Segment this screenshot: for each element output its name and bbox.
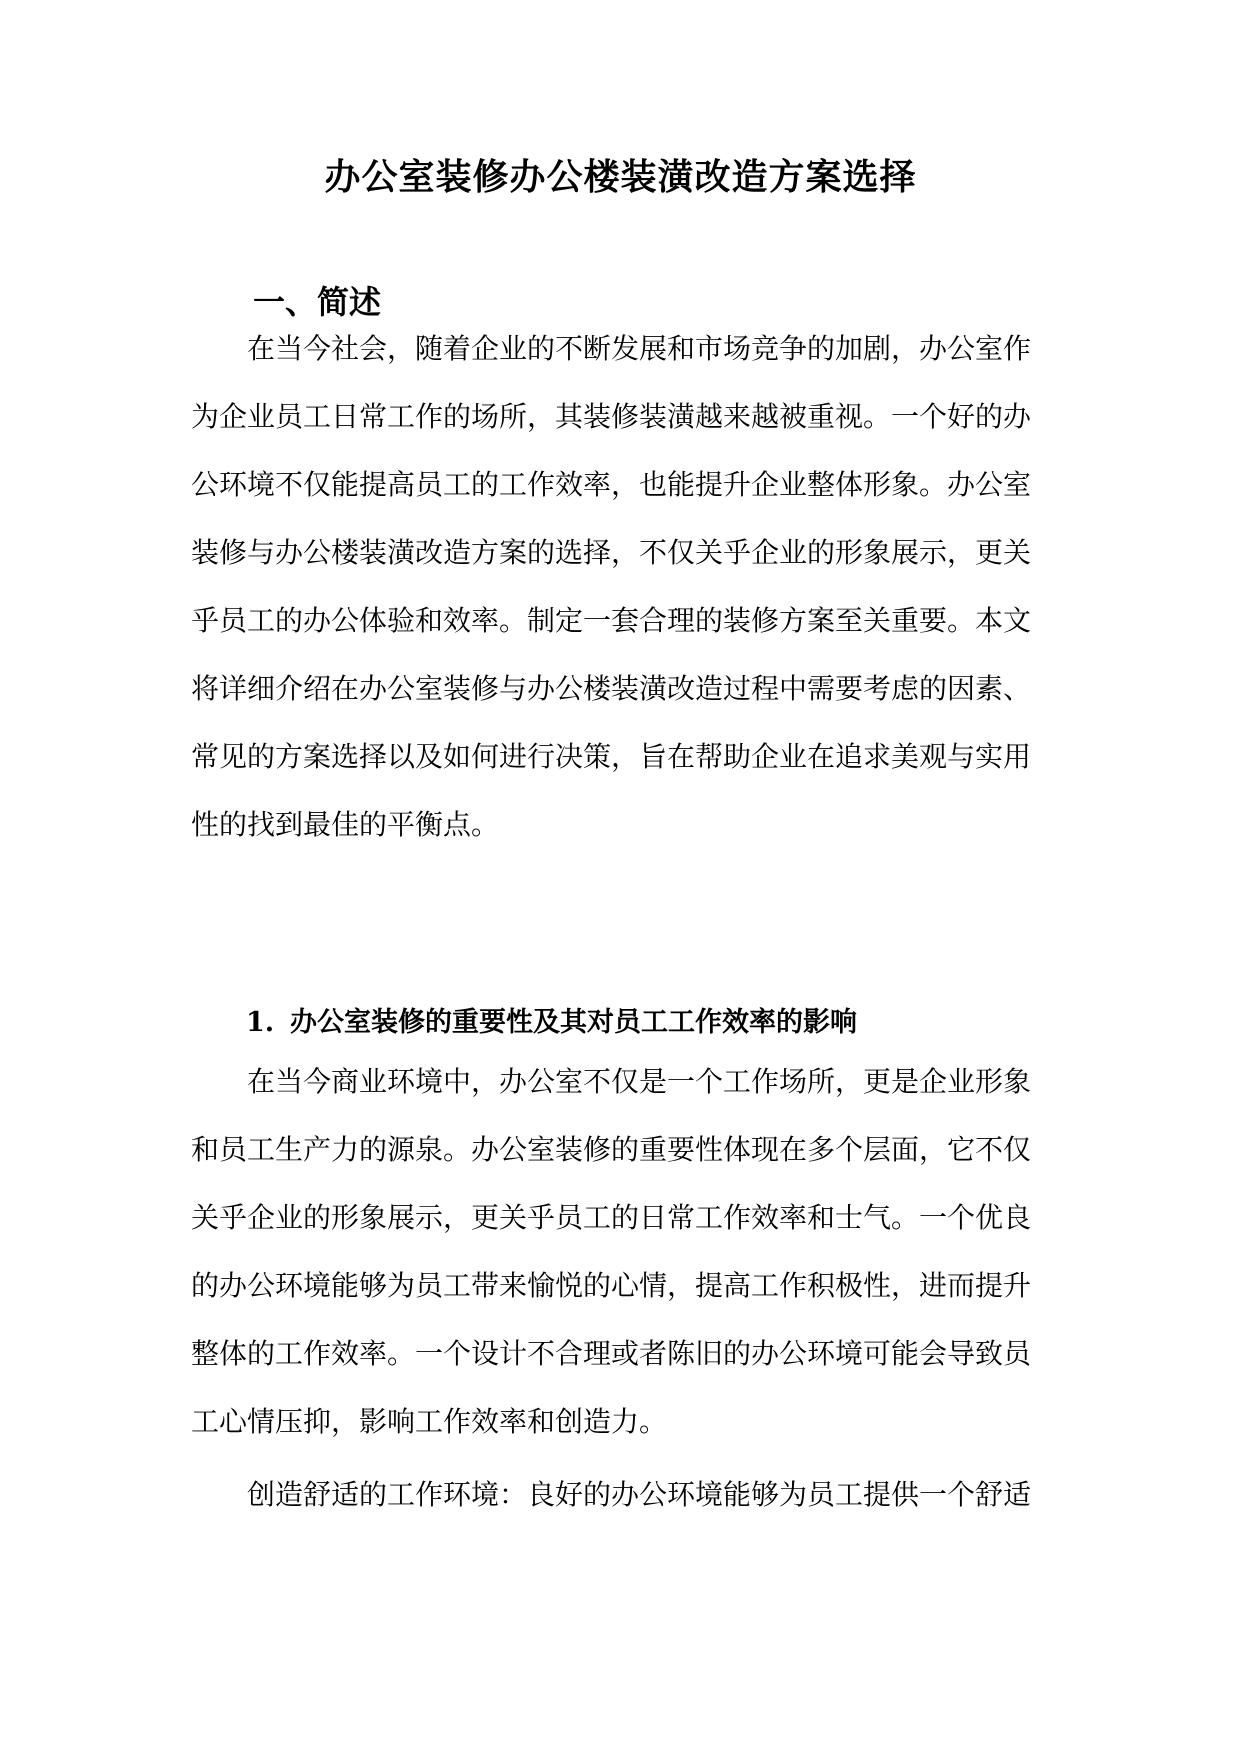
paragraph-line: 整体的工作效率。一个设计不合理或者陈旧的办公环境可能会导致员 xyxy=(191,1337,1032,1370)
paragraph-line: 和员工生产力的源泉。办公室装修的重要性体现在多个层面，它不仅 xyxy=(191,1133,1032,1166)
subsection-title: 办公室装修的重要性及其对员工工作效率的影响 xyxy=(290,1007,857,1038)
paragraph-line: 创造舒适的工作环境：良好的办公环境能够为员工提供一个舒适 xyxy=(247,1478,1032,1511)
paragraph-line: 关乎企业的形象展示，更关乎员工的日常工作效率和士气。一个优良 xyxy=(191,1201,1032,1234)
paragraph-line: 性的找到最佳的平衡点。 xyxy=(191,808,500,841)
paragraph-line: 的办公环境能够为员工带来愉悦的心情，提高工作积极性，进而提升 xyxy=(191,1269,1032,1302)
paragraph-line: 常见的方案选择以及如何进行决策，旨在帮助企业在追求美观与实用 xyxy=(191,740,1032,773)
subsection-number: 1. xyxy=(246,1007,275,1038)
paragraph-line: 工心情压抑，影响工作效率和创造力。 xyxy=(191,1405,668,1438)
paragraph-line: 在当今商业环境中，办公室不仅是一个工作场所，更是企业形象 xyxy=(247,1065,1032,1098)
paragraph-line: 公环境不仅能提高员工的工作效率，也能提升企业整体形象。办公室 xyxy=(191,468,1032,501)
subsection-heading-importance xyxy=(246,1003,857,1043)
document-title: 办公室装修办公楼装潢改造方案选择 xyxy=(324,156,917,198)
paragraph-line: 为企业员工日常工作的场所，其装修装潢越来越被重视。一个好的办 xyxy=(191,400,1032,433)
section-heading-overview: 一、简述 xyxy=(253,283,382,321)
paragraph-line: 在当今社会，随着企业的不断发展和市场竞争的加剧，办公室作 xyxy=(247,332,1032,365)
paragraph-line: 将详细介绍在办公室装修与办公楼装潢改造过程中需要考虑的因素、 xyxy=(191,672,1032,705)
paragraph-line: 装修与办公楼装潢改造方案的选择，不仅关乎企业的形象展示，更关 xyxy=(191,536,1032,569)
paragraph-line: 乎员工的办公体验和效率。制定一套合理的装修方案至关重要。本文 xyxy=(191,604,1032,637)
